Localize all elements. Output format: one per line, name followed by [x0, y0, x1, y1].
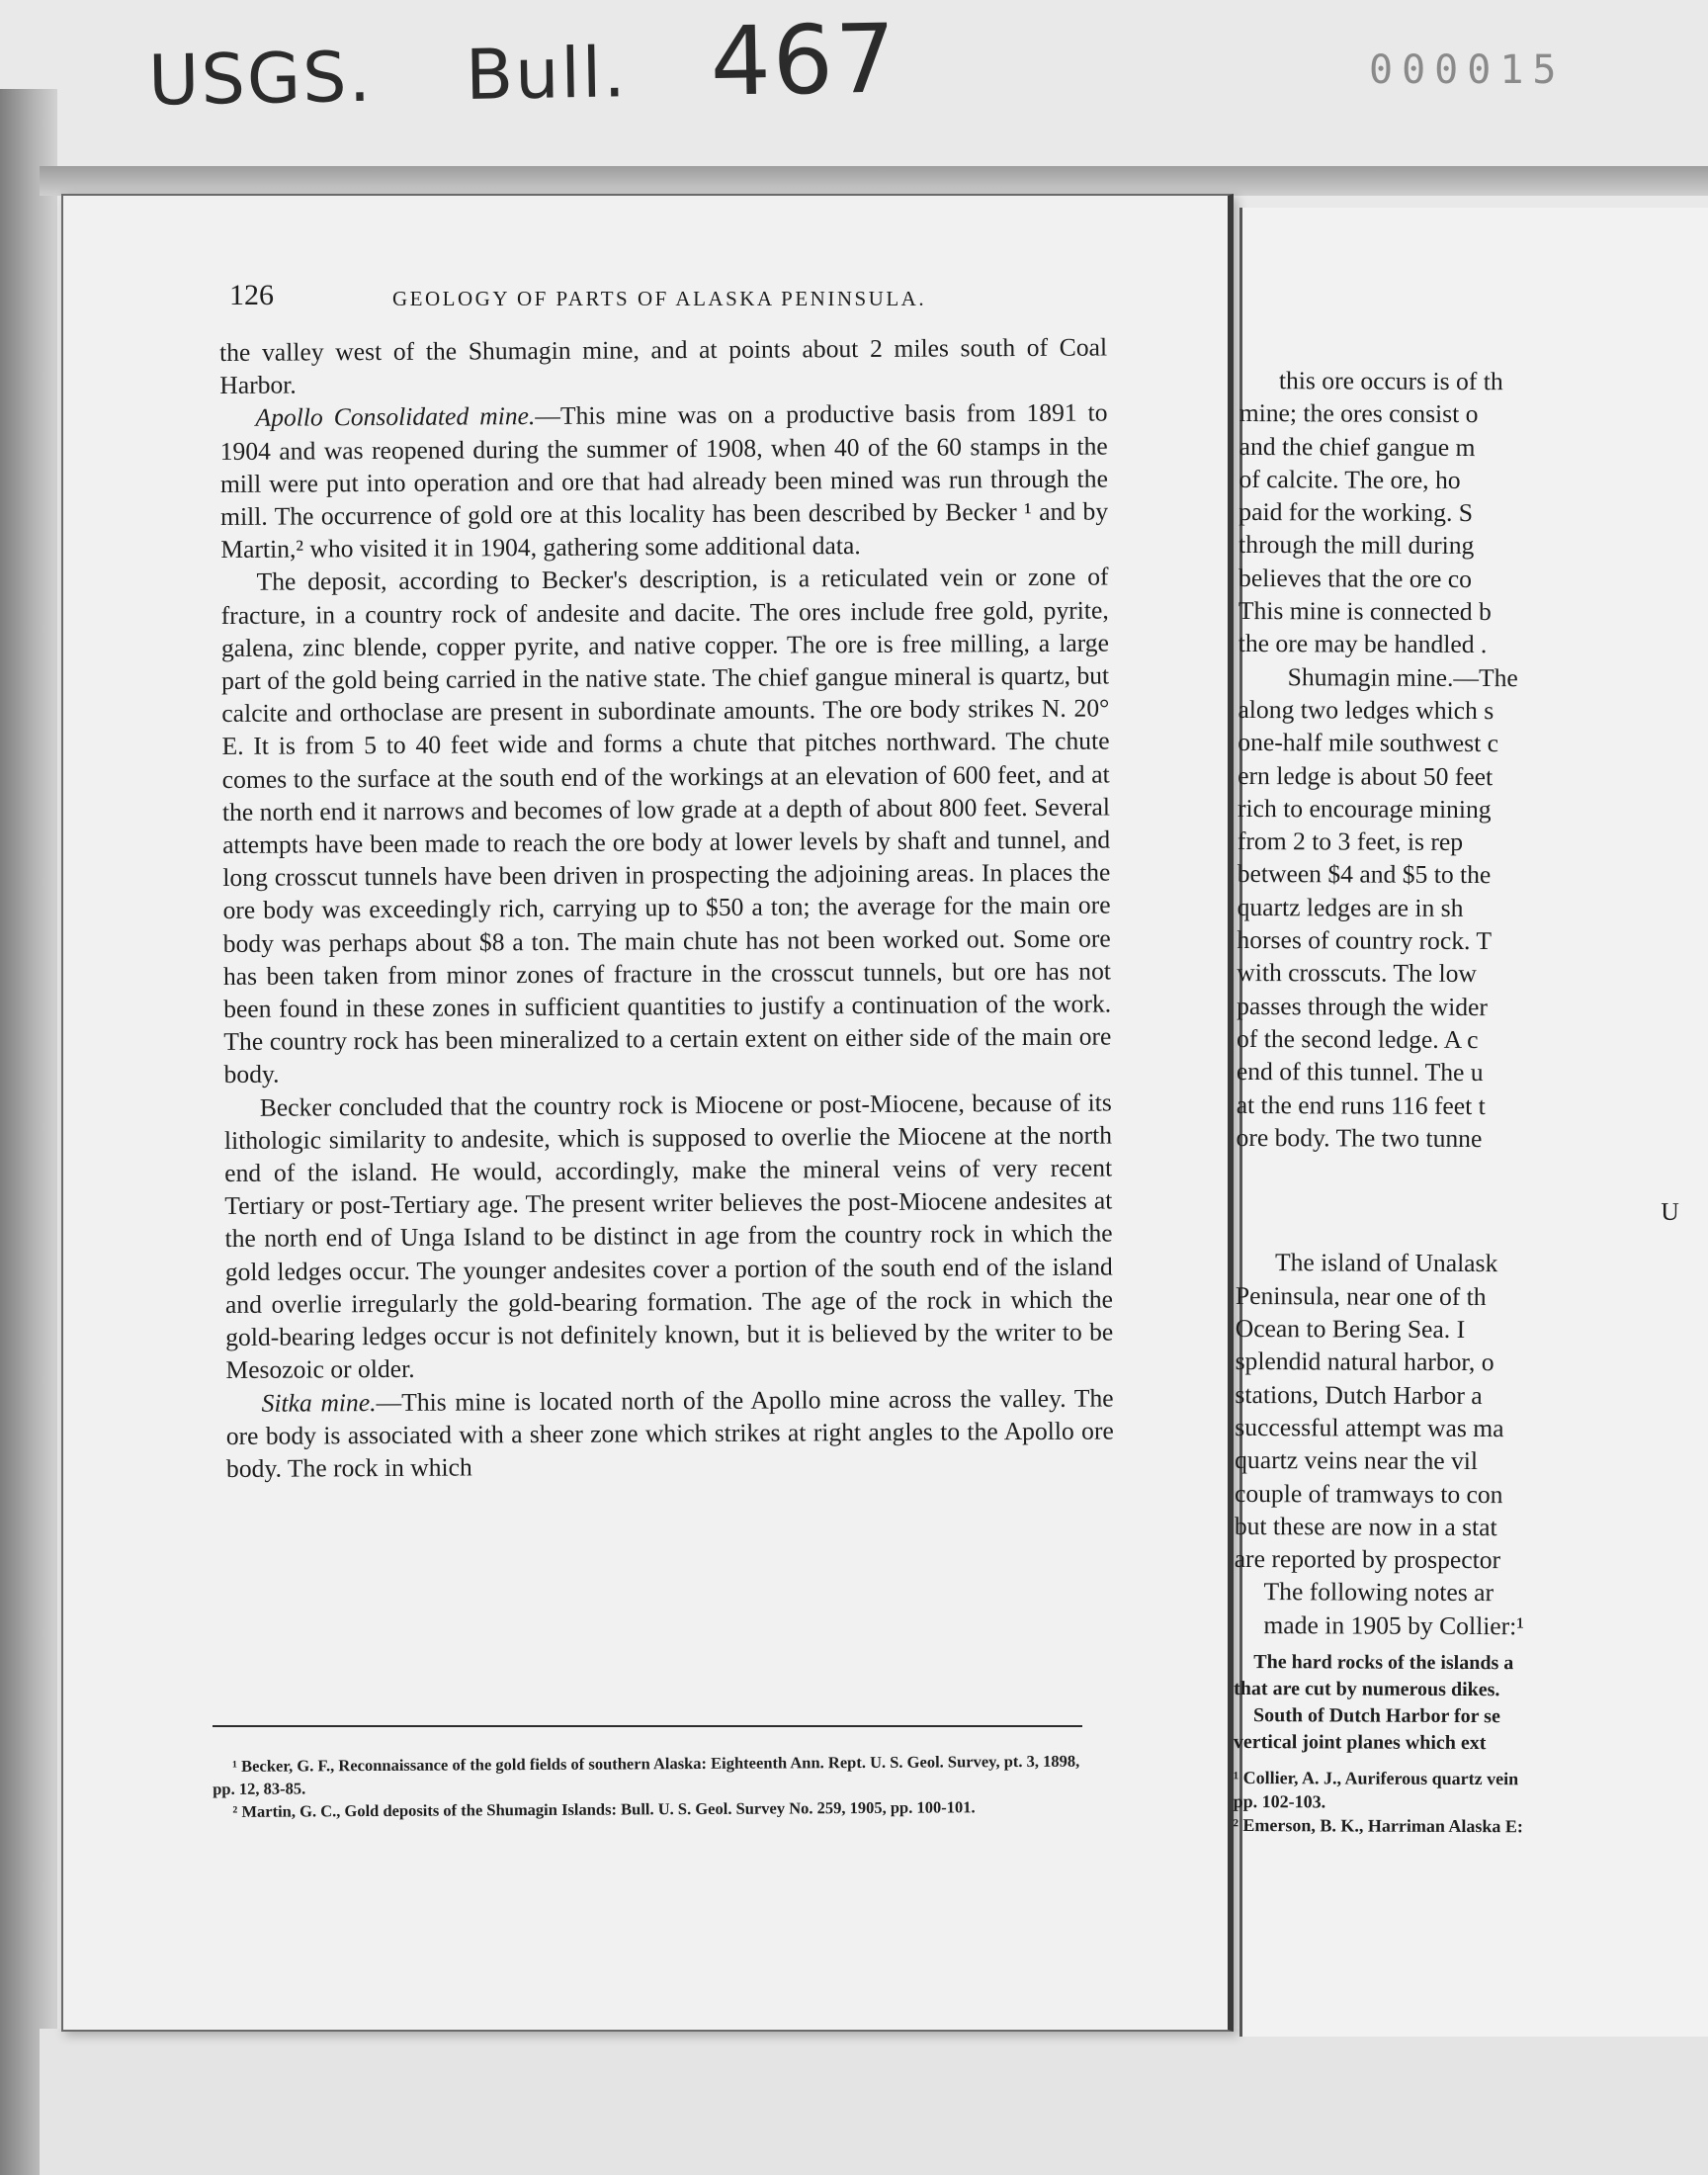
right-page-line: at the end runs 116 feet t: [1236, 1089, 1486, 1120]
section-lead: Apollo Consolidated mine.: [255, 401, 536, 433]
paragraph: the valley west of the Shumagin mine, and at points about 2 miles south of Coal Harbor.: [219, 332, 1108, 400]
right-page-line: ore body. The two tunne: [1236, 1122, 1483, 1153]
right-page-line: and the chief gangue m: [1238, 431, 1476, 462]
right-page-line: splendid natural harbor, o: [1235, 1347, 1494, 1377]
right-page-line: of calcite. The ore, ho: [1238, 464, 1461, 494]
right-page-line: one-half mile southwest c: [1238, 728, 1499, 758]
footnote: ¹ Becker, G. F., Reconnaissance of the gold fields of southern Alaska: Eighteenth Ann. Rept. U. S. Geol. Survey, pt. 3, 1898, pp. 12, 83-85.: [213, 1751, 1080, 1798]
right-page-line: the ore may be handled .: [1238, 629, 1488, 659]
left-body-text: [219, 331, 1114, 1486]
right-page-line: of the second ledge. A c: [1236, 1023, 1479, 1054]
footnote-rule: [213, 1725, 1082, 1727]
right-page-line: stations, Dutch Harbor a: [1235, 1379, 1483, 1410]
page-number: 126: [229, 279, 274, 311]
right-page-line: from 2 to 3 feet, is rep: [1237, 826, 1464, 857]
right-page-line: quartz veins near the vil: [1235, 1445, 1479, 1476]
right-page-line: couple of tramways to con: [1234, 1478, 1503, 1509]
footnotes: [213, 1750, 1092, 1823]
running-head: GEOLOGY OF PARTS OF ALASKA PENINSULA.: [392, 287, 927, 310]
right-page-line: U: [1661, 1196, 1679, 1227]
right-page-line: vertical joint planes which ext: [1233, 1730, 1487, 1755]
section-lead: Sitka mine.: [261, 1387, 377, 1418]
right-page-line: The hard rocks of the islands a: [1253, 1651, 1514, 1675]
right-page-line: successful attempt was ma: [1235, 1412, 1504, 1443]
right-page-line: along two ledges which s: [1238, 694, 1494, 726]
right-page-line: horses of country rock. T: [1237, 925, 1493, 956]
right-page-line: South of Dutch Harbor for se: [1252, 1704, 1500, 1728]
handwritten-number: 467: [709, 3, 898, 118]
paragraph: Sitka mine.—This mine is located north of the Apollo mine across the valley. The ore body is associated with a sheer zone which strikes at right angles to the Apollo ore body. The rock in which: [225, 1382, 1114, 1483]
right-page-line: through the mill during: [1238, 530, 1475, 561]
right-page-line: with crosscuts. The low: [1237, 958, 1478, 989]
right-page-line: are reported by prospector: [1234, 1544, 1501, 1575]
right-page-line: between $4 and $5 to the: [1237, 859, 1492, 890]
right-page-line: rich to encourage mining: [1237, 793, 1492, 824]
stamp-number: 000015: [1369, 47, 1566, 93]
right-page-line: Peninsula, near one of th: [1235, 1280, 1487, 1311]
right-page-line: This mine is connected b: [1238, 596, 1492, 627]
page-header: [229, 279, 1099, 314]
right-page-line: that are cut by numerous dikes.: [1234, 1677, 1500, 1701]
paragraph: The deposit, according to Becker's description, is a reticulated vein or zone of fracture, in a country rock of andesite and dacite. The ores include free gold, pyrite, galena, zinc blende, copper pyrite, and native copper. The ore is free milling, a large part of the gold being carried in the native state. The chief gangue mineral is quartz, but calcite and orthoclase are present in subordinate amounts. The ore body strikes N. 20° E. It is from 5 to 40 feet wide and forms a chute that pitches northward. The chute comes to the surface at the south end of the workings at an elevation of 600 feet, and at the north end it narrows and becomes of low grade at a depth of about 800 feet. Several attempts have been made to reach the ore body at lower levels by shaft and tunnel, and long crosscut tunnels have been driven in prospecting the adjoining areas. In places the ore body was exceedingly rich, carrying up to $50 a ton; the average for the main ore body was perhaps about $8 a ton. The main chute has not been worked out. Some ore has been taken from minor zones of fracture in the crosscut tunnels, but ore has not been found in these zones in sufficient quantities to justify a continuation of the work. The country rock has been mineralized to a certain extent on either side of the main ore body.: [220, 562, 1112, 1089]
paragraph: Becker concluded that the country rock is Miocene or post-Miocene, because of its lithologic similarity to andesite, which is supposed to overlie the Miocene at the north end of the island. He would, accordingly, make the mineral veins of very recent Tertiary or post-Tertiary age. The present writer believes the post-Miocene andesites at the north end of Unga Island to be distinct in age from the country rock in which the gold ledges occur. The younger andesites cover a portion of the south end of the island and overlie irregularly the gold-bearing formation. The age of the rock in which the gold-bearing ledges occur is not definitely known, but it is believed by the writer to be Mesozoic or older.: [223, 1088, 1114, 1385]
scan-edge-shadow: [0, 89, 57, 2175]
handwritten-annotation: [147, 3, 898, 127]
right-page-line: mine; the ores consist o: [1238, 398, 1479, 429]
right-page-line: ² Emerson, B. K., Harriman Alaska E:: [1233, 1814, 1523, 1837]
right-page-line: The island of Unalask: [1274, 1248, 1498, 1278]
right-page-line: The following notes ar: [1263, 1577, 1494, 1608]
right-page-text: [1233, 364, 1708, 2007]
right-page-line: end of this tunnel. The u: [1236, 1057, 1484, 1088]
footnote: ² Martin, G. C., Gold deposits of the Shumagin Islands: Bull. U. S. Geol. Survey No. 259, 1905, pp. 100-101.: [232, 1797, 976, 1821]
right-page-line: ern ledge is about 50 feet: [1238, 760, 1494, 791]
right-page-line: pp. 102-103.: [1233, 1790, 1326, 1812]
right-page-line: passes through the wider: [1237, 991, 1488, 1021]
right-page-line: this ore occurs is of th: [1278, 366, 1503, 396]
right-page-line: paid for the working. S: [1238, 497, 1474, 528]
right-page-line: ¹ Collier, A. J., Auriferous quartz vein: [1233, 1767, 1519, 1789]
handwritten-series: USGS.: [147, 36, 374, 122]
handwritten-bull: Bull.: [465, 32, 629, 117]
right-page-line: believes that the ore co: [1238, 563, 1473, 593]
right-page-line: quartz ledges are in sh: [1237, 892, 1464, 922]
scan-top-band: [40, 166, 1708, 196]
right-page-line: made in 1905 by Collier:¹: [1263, 1610, 1525, 1640]
right-page-line: but these are now in a stat: [1234, 1511, 1497, 1541]
right-page-line: Shumagin mine.—The: [1287, 661, 1518, 692]
right-page-line: Ocean to Bering Sea. I: [1235, 1314, 1466, 1345]
paragraph: Apollo Consolidated mine.—This mine was on a productive basis from 1891 to 1904 and was reopened during the summer of 1908, when 40 of the 60 stamps in the mill were put into operation and ore that had already been mined was run through the mill. The occurrence of gold ore at this locality has been described by Becker ¹ and by Martin,² who visited it in 1904, gathering some additional data.: [219, 397, 1109, 565]
scan-bottom-band: [40, 2029, 1708, 2175]
